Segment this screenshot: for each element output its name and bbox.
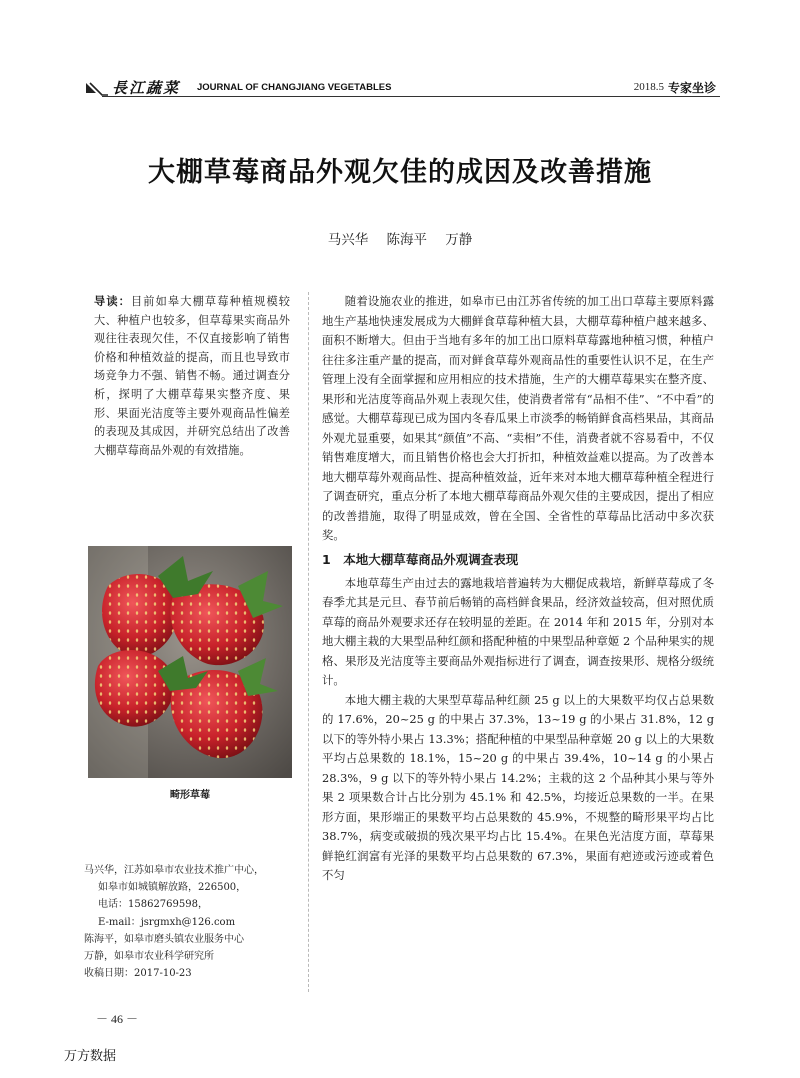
affiliation-line: 陈海平，如皋市磨头镇农业服务中心 [84, 933, 244, 945]
email-line: E-mail：jsrgmxh@126.com [98, 916, 236, 928]
header-arrow-icon [84, 80, 110, 102]
section-heading: 1 本地大棚草莓商品外观调查表现 [322, 551, 519, 567]
abstract [94, 293, 290, 460]
watermark: 万方数据 [64, 1049, 117, 1064]
column-divider [308, 292, 309, 992]
affiliation-line: 万静，如皋市农业科学研究所 [84, 951, 214, 963]
affiliation-line: 马兴华，江苏如皋市农业技术推广中心， [84, 865, 264, 876]
author-affiliations [84, 862, 304, 982]
intro-paragraph: 随着设施农业的推进，如皋市已由江苏省传统的加工出口草莓主要原料露地生产基地快速发展成为大棚鲜食草莓种植大县，大棚草莓种植户越来越多、面积不断增大。但由于当地有多年的加工出口原料草莓露地种植习惯，种植户往往多注重产量的提高，而对鲜食草莓外观商品性的重要性认识不足，在生产管理上没有全面掌握和应用相应的技术措施，生产的大棚草莓果实在整齐度、果形和光洁度等商品外观上表现欠佳，使消费者常有“品相不佳”、“不中看”的感觉。大棚草莓现已成为国内冬春瓜果上市淡季的畅销鲜食高档果品，其商品外观尤显重要，如果其“颜值”不高、“卖相”不佳，消费者就不容易看中，不仅销售难度增大，而且销售价格也会大打折扣，种植效益难以提高。为了改善本地大棚草莓外观商品性、提高种植效益，近年来对本地大棚草莓种植全程进行了调查研究，重点分析了本地大棚草莓商品外观欠佳的主要成因，提出了相应的改善措施，取得了明显成效，曾在全国、全省性的草莓品比活动中多次获奖。 [322, 294, 714, 542]
abstract-label: 导读： [94, 295, 131, 308]
column-name: 专家坐诊 [667, 81, 716, 95]
received-date: 收稿日期：2017-10-23 [84, 968, 192, 980]
page-number: － 46 － [96, 1012, 139, 1026]
header-rule [102, 96, 720, 97]
issue-number: 2018.5 [633, 81, 664, 93]
affiliation-line: 电话：15862769598， [98, 899, 208, 911]
article-title: 大棚草莓商品外观欠佳的成因及改善措施 [148, 157, 652, 188]
strawberry-image [88, 546, 292, 778]
affiliation-line: 如皋市如城镇解放路，226500， [98, 882, 247, 894]
figure-caption: 畸形草莓 [170, 790, 210, 801]
author-name: 陈海平 [386, 232, 427, 248]
body-paragraph: 本地大棚主栽的大果型草莓品种红颜 25 g 以上的大果数平均仅占总果数的 17.6%，20~25 g 的中果占 37.3%，13~19 g 的小果占 31.8%，12 g 以下的等外特小果占 13.3%；搭配种植的中果型品种章姬 20 g 以上的大果数平均占总果数的 18.1%，15~20 g 的中果占 39.4%，10~14 g 的小果占 28.3%，9 g 以下的等外特小果占 14.2%；主栽的这 2 个品种其小果与等外果 2 项果数合计占比分别为 45.1% 和 42.5%，均接近总果数的一半。在果形方面，果形端正的果数平均占总果数的 45.9%，不规整的畸形果平均占比 38.7%，病变或破损的残次果平均占比 15.4%。在果色光洁度方面，草莓果鲜艳红润富有光泽的果数平均占总果数的 67.3%，果面有疤迹或污迹或着色不匀 [322, 692, 714, 882]
journal-logo: 長江蔬菜 [112, 79, 181, 97]
body-paragraph: 本地草莓生产由过去的露地栽培普遍转为大棚促成栽培，新鲜草莓成了冬春季尤其是元旦、春节前后畅销的高档鲜食果品，经济效益较高，但对照优质草莓的商品外观要求还存在较明显的差距。在 2014 年和 2015 年，分别对本地大棚主栽的大果型品种红颜和搭配种植的中果型品种章姬 2 个品种果实的规格、果形及光洁度等主要商品外观指标进行了调查，调查按果形、规格分级统计。 [322, 575, 714, 687]
author-list [0, 228, 800, 248]
article-body [322, 292, 714, 886]
author-name: 万静 [445, 232, 473, 248]
journal-name-en: JOURNAL OF CHANGJIANG VEGETABLES [197, 82, 392, 93]
author-name: 马兴华 [327, 232, 369, 248]
abstract-text: 目前如皋大棚草莓种植规模较大、种植户也较多，但草莓果实商品外观往往表现欠佳，不仅直接影响了销售价格和种植效益的提高，而且也导致市场竞争力不强、销售不畅。通过调查分析，探明了大棚草莓果实整齐度、果形、果面光洁度等主要外观商品性偏差的表现及其成因，并研究总结出了改善大棚草莓商品外观的有效措施。 [94, 295, 290, 457]
strawberry-photo [88, 546, 292, 778]
